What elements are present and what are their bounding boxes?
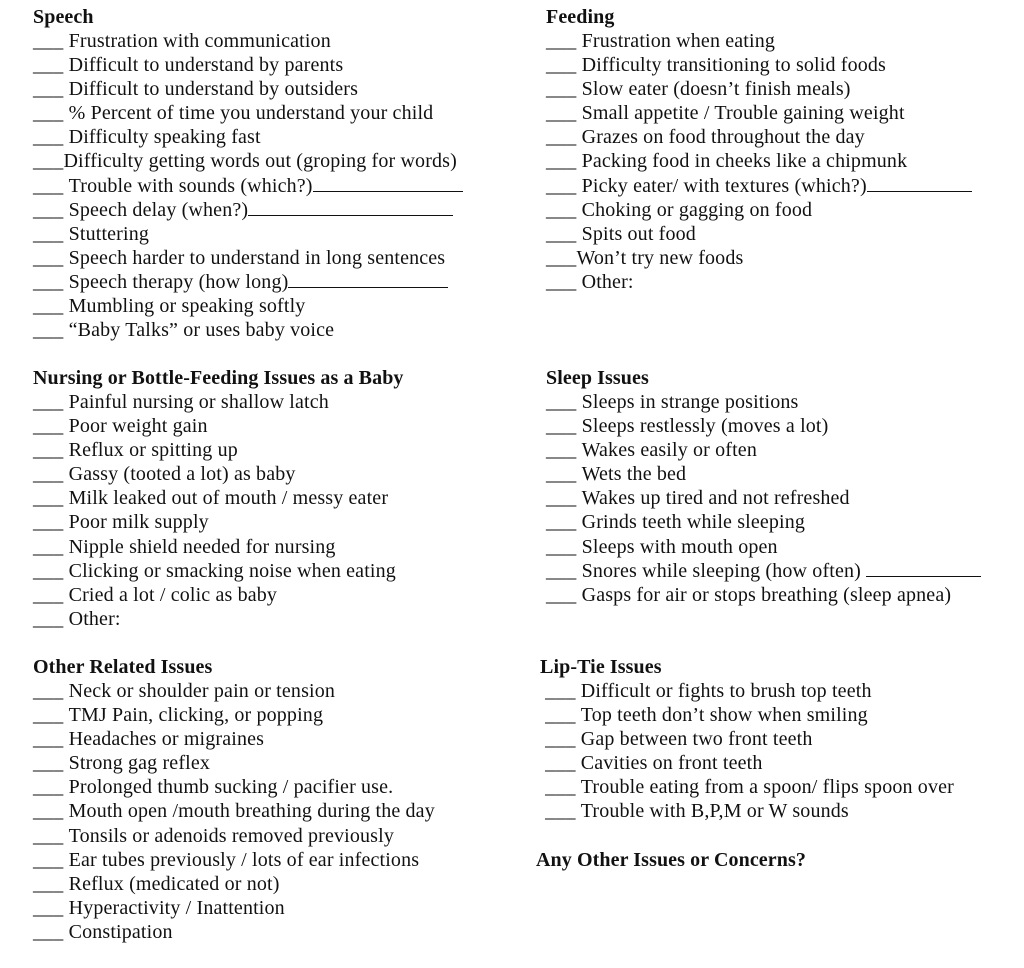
checklist-item[interactable] bbox=[33, 53, 463, 77]
checklist-item[interactable] bbox=[546, 390, 981, 414]
checklist-item-label: Won’t try new foods bbox=[576, 246, 744, 269]
checklist-item[interactable] bbox=[546, 222, 972, 246]
checklist-item[interactable] bbox=[33, 486, 404, 510]
check-blank[interactable]: ___ bbox=[546, 583, 582, 606]
checklist-item-label: Stuttering bbox=[68, 222, 149, 245]
check-blank[interactable]: ___ bbox=[33, 800, 69, 823]
checklist-item[interactable] bbox=[33, 510, 404, 534]
checklist-item[interactable] bbox=[33, 679, 435, 703]
checklist-item-label: Cavities on front teeth bbox=[580, 752, 763, 775]
checklist-item[interactable] bbox=[33, 848, 435, 872]
checklist-item-label: Speech therapy (how long) bbox=[68, 270, 289, 293]
checklist-item[interactable] bbox=[33, 438, 404, 462]
checklist-item-label: Grinds teeth while sleeping bbox=[581, 511, 806, 534]
checklist-item[interactable] bbox=[33, 125, 463, 149]
checklist-item-label: Difficulty getting words out (groping for words) bbox=[63, 150, 457, 173]
check-blank[interactable]: ___ bbox=[33, 511, 69, 534]
checklist-item-label: Gassy (tooted a lot) as baby bbox=[68, 463, 296, 486]
checklist-item-label: Sleeps restlessly (moves a lot) bbox=[581, 415, 829, 438]
check-blank[interactable]: ___ bbox=[540, 680, 581, 702]
section-speech bbox=[33, 5, 463, 342]
checklist-item-label: Difficult to understand by parents bbox=[68, 54, 344, 77]
section-other-concerns bbox=[536, 848, 806, 872]
checklist-item[interactable] bbox=[546, 246, 972, 270]
checklist-item[interactable] bbox=[540, 775, 954, 799]
fill-in-line[interactable] bbox=[248, 199, 453, 216]
check-blank[interactable]: ___ bbox=[546, 198, 582, 221]
checklist-lip-tie bbox=[540, 679, 954, 824]
check-blank[interactable]: ___ bbox=[546, 174, 582, 197]
fill-in-line[interactable] bbox=[313, 175, 463, 192]
checklist-item-label: Nipple shield needed for nursing bbox=[68, 535, 336, 558]
checklist-item[interactable] bbox=[33, 149, 463, 173]
checklist-item[interactable] bbox=[33, 318, 463, 342]
checklist-item-label: Cried a lot / colic as baby bbox=[68, 583, 278, 606]
checklist-item-label: Speech delay (when?) bbox=[68, 198, 249, 221]
check-blank[interactable]: ___ bbox=[540, 800, 581, 823]
check-blank[interactable]: ___ bbox=[546, 535, 582, 558]
check-blank[interactable]: ___ bbox=[546, 54, 582, 77]
checklist-item-label: Poor milk supply bbox=[68, 511, 209, 534]
check-blank[interactable]: ___ bbox=[33, 150, 64, 173]
section-heading-feeding: Feeding bbox=[546, 6, 615, 28]
check-blank[interactable]: ___ bbox=[33, 102, 69, 125]
check-blank[interactable]: ___ bbox=[33, 270, 69, 293]
checklist-item-label: Sleeps in strange positions bbox=[581, 391, 799, 413]
check-blank[interactable]: ___ bbox=[540, 752, 581, 775]
section-heading-speech: Speech bbox=[33, 6, 94, 28]
checklist-item-label: Difficulty speaking fast bbox=[68, 126, 261, 149]
checklist-item[interactable] bbox=[33, 294, 463, 318]
checklist-item-label: Prolonged thumb sucking / pacifier use. bbox=[68, 776, 394, 799]
check-blank[interactable]: ___ bbox=[33, 607, 69, 630]
checklist-item-label: Packing food in cheeks like a chipmunk bbox=[581, 150, 908, 173]
checklist-item[interactable] bbox=[546, 510, 981, 534]
checklist-item[interactable] bbox=[33, 198, 463, 222]
check-blank[interactable]: ___ bbox=[33, 896, 69, 919]
check-blank[interactable]: ___ bbox=[33, 391, 69, 413]
check-blank[interactable]: ___ bbox=[33, 78, 69, 101]
check-blank[interactable]: ___ bbox=[546, 126, 582, 149]
checklist-item[interactable] bbox=[33, 607, 404, 631]
checklist-item[interactable] bbox=[546, 77, 972, 101]
checklist-item-label: Mouth open /mouth breathing during the day bbox=[68, 800, 435, 823]
checklist-item-label: Gap between two front teeth bbox=[580, 728, 813, 751]
check-blank[interactable]: ___ bbox=[546, 463, 582, 486]
checklist-item-label: Mumbling or speaking softly bbox=[68, 295, 306, 318]
checklist-item-label: Constipation bbox=[68, 920, 173, 943]
checklist-item[interactable] bbox=[33, 29, 463, 53]
checklist-item-label: Milk leaked out of mouth / messy eater bbox=[68, 487, 389, 510]
checklist-item-label: Gasps for air or stops breathing (sleep apnea) bbox=[581, 583, 952, 606]
fill-in-line[interactable] bbox=[867, 175, 972, 192]
check-blank[interactable]: ___ bbox=[33, 198, 69, 221]
checklist-item-label: Difficult to understand by outsiders bbox=[68, 78, 359, 101]
check-blank[interactable]: ___ bbox=[546, 511, 582, 534]
checklist-other-related bbox=[33, 679, 435, 944]
checklist-item[interactable] bbox=[33, 799, 435, 823]
check-blank[interactable]: ___ bbox=[33, 295, 69, 318]
section-other-related bbox=[33, 655, 435, 944]
check-blank[interactable]: ___ bbox=[33, 680, 69, 702]
checklist-item[interactable] bbox=[33, 896, 435, 920]
checklist-item-label: Trouble with sounds (which?) bbox=[68, 174, 313, 197]
check-blank[interactable]: ___ bbox=[33, 776, 69, 799]
check-blank[interactable]: ___ bbox=[33, 704, 69, 727]
checklist-item[interactable] bbox=[540, 703, 954, 727]
checklist-item-label: Painful nursing or shallow latch bbox=[68, 391, 329, 413]
section-heading-lip-tie: Lip-Tie Issues bbox=[540, 656, 662, 678]
checklist-item[interactable] bbox=[33, 727, 435, 751]
checklist-item-label: Neck or shoulder pain or tension bbox=[68, 680, 336, 702]
checklist-item-label: Headaches or migraines bbox=[68, 728, 265, 751]
checklist-item-label: Difficult or fights to brush top teeth bbox=[580, 680, 872, 702]
checklist-item-label: “Baby Talks” or uses baby voice bbox=[68, 319, 335, 342]
checklist-item-label: Reflux or spitting up bbox=[68, 439, 238, 462]
check-blank[interactable]: ___ bbox=[546, 391, 582, 413]
check-blank[interactable]: ___ bbox=[33, 222, 69, 245]
check-blank[interactable]: ___ bbox=[546, 246, 577, 269]
section-heading-sleep: Sleep Issues bbox=[546, 367, 649, 389]
checklist-item[interactable] bbox=[33, 101, 463, 125]
checklist-item-label: Frustration with communication bbox=[68, 30, 331, 52]
checklist-item[interactable] bbox=[33, 872, 435, 896]
checklist-item[interactable] bbox=[546, 414, 981, 438]
section-nursing bbox=[33, 366, 404, 631]
checklist-item[interactable] bbox=[540, 679, 954, 703]
check-blank[interactable]: ___ bbox=[33, 439, 69, 462]
checklist-item[interactable] bbox=[540, 751, 954, 775]
fill-in-line[interactable] bbox=[288, 271, 448, 288]
check-blank[interactable]: ___ bbox=[546, 559, 582, 582]
checklist-item[interactable] bbox=[546, 101, 972, 125]
check-blank[interactable]: ___ bbox=[546, 30, 582, 52]
checklist-item-label: Difficulty transitioning to solid foods bbox=[581, 54, 886, 77]
checklist-item-label: Trouble eating from a spoon/ flips spoon over bbox=[580, 776, 954, 799]
checklist-item[interactable] bbox=[33, 174, 463, 198]
checklist-item[interactable] bbox=[33, 246, 463, 270]
checklist-item[interactable] bbox=[33, 775, 435, 799]
checklist-item[interactable] bbox=[546, 486, 981, 510]
section-sleep bbox=[546, 366, 981, 607]
fill-in-line[interactable] bbox=[866, 560, 981, 577]
checklist-item-label: Tonsils or adenoids removed previously bbox=[68, 824, 394, 847]
checklist-item[interactable] bbox=[546, 174, 972, 198]
checklist-item[interactable] bbox=[546, 125, 972, 149]
check-blank[interactable]: ___ bbox=[33, 824, 69, 847]
checklist-item[interactable] bbox=[33, 824, 435, 848]
check-blank[interactable]: ___ bbox=[33, 174, 69, 197]
checklist-item-label: Clicking or smacking noise when eating bbox=[68, 559, 396, 582]
check-blank[interactable]: ___ bbox=[546, 270, 582, 293]
check-blank[interactable]: ___ bbox=[540, 704, 581, 727]
checklist-item[interactable] bbox=[33, 222, 463, 246]
check-blank[interactable]: ___ bbox=[33, 728, 69, 751]
check-blank[interactable]: ___ bbox=[33, 30, 69, 52]
checklist-item[interactable] bbox=[546, 149, 972, 173]
check-blank[interactable]: ___ bbox=[546, 415, 582, 438]
checklist-item-label: Other: bbox=[581, 270, 634, 293]
check-blank[interactable]: ___ bbox=[33, 752, 69, 775]
check-blank[interactable]: ___ bbox=[33, 319, 69, 342]
checklist-item[interactable] bbox=[546, 29, 972, 53]
section-heading-other-concerns: Any Other Issues or Concerns? bbox=[536, 849, 806, 871]
checklist-item-label: Wakes up tired and not refreshed bbox=[581, 487, 850, 510]
checklist-item-label: Speech harder to understand in long sentences bbox=[68, 246, 446, 269]
check-blank[interactable]: ___ bbox=[540, 776, 581, 799]
check-blank[interactable]: ___ bbox=[33, 920, 69, 943]
checklist-item-label: Reflux (medicated or not) bbox=[68, 872, 280, 895]
checklist-item-label: Sleeps with mouth open bbox=[581, 535, 778, 558]
section-lip-tie bbox=[540, 655, 954, 824]
checklist-item-label: TMJ Pain, clicking, or popping bbox=[68, 704, 324, 727]
checklist-item-label: Wets the bed bbox=[581, 463, 687, 486]
checklist-item-label: Other: bbox=[68, 607, 121, 630]
checklist-item[interactable] bbox=[33, 535, 404, 559]
checklist-item[interactable] bbox=[546, 53, 972, 77]
checklist-item[interactable] bbox=[33, 462, 404, 486]
checklist-item-label: Snores while sleeping (how often) bbox=[581, 559, 867, 582]
checklist-item[interactable] bbox=[33, 583, 404, 607]
checklist-item-label: Top teeth don’t show when smiling bbox=[580, 704, 868, 727]
check-blank[interactable]: ___ bbox=[33, 583, 69, 606]
checklist-item[interactable] bbox=[33, 390, 404, 414]
checklist-item[interactable] bbox=[546, 438, 981, 462]
checklist-item-label: Spits out food bbox=[581, 222, 696, 245]
checklist-item[interactable] bbox=[33, 270, 463, 294]
checklist-item-label: Grazes on food throughout the day bbox=[581, 126, 865, 149]
checklist-nursing bbox=[33, 390, 404, 631]
checklist-item[interactable] bbox=[546, 462, 981, 486]
checklist-item[interactable] bbox=[546, 198, 972, 222]
checklist-item[interactable] bbox=[546, 270, 972, 294]
section-feeding bbox=[546, 5, 972, 294]
checklist-item-label: Wakes easily or often bbox=[581, 439, 757, 462]
checklist-item-label: Ear tubes previously / lots of ear infections bbox=[68, 848, 420, 871]
check-blank[interactable]: ___ bbox=[540, 728, 581, 751]
checklist-item[interactable] bbox=[33, 414, 404, 438]
check-blank[interactable]: ___ bbox=[33, 872, 69, 895]
check-blank[interactable]: ___ bbox=[33, 848, 69, 871]
check-blank[interactable]: ___ bbox=[546, 439, 582, 462]
check-blank[interactable]: ___ bbox=[33, 487, 69, 510]
checklist-speech bbox=[33, 29, 463, 342]
checklist-item[interactable] bbox=[33, 920, 435, 944]
check-blank[interactable]: ___ bbox=[33, 535, 69, 558]
checklist-item-label: Hyperactivity / Inattention bbox=[68, 896, 285, 919]
checklist-item[interactable] bbox=[546, 583, 981, 607]
check-blank[interactable]: ___ bbox=[33, 415, 69, 438]
check-blank[interactable]: ___ bbox=[546, 150, 582, 173]
checklist-item-label: Small appetite / Trouble gaining weight bbox=[581, 102, 905, 125]
checklist-item-label: Choking or gagging on food bbox=[581, 198, 813, 221]
check-blank[interactable]: ___ bbox=[33, 246, 69, 269]
section-heading-other-related: Other Related Issues bbox=[33, 656, 213, 678]
checklist-item-label: % Percent of time you understand your child bbox=[68, 102, 434, 125]
checklist-item[interactable] bbox=[540, 799, 954, 823]
checklist-item-label: Strong gag reflex bbox=[68, 752, 211, 775]
check-blank[interactable]: ___ bbox=[33, 463, 69, 486]
checklist-item[interactable] bbox=[546, 559, 981, 583]
checklist-item[interactable] bbox=[546, 535, 981, 559]
checklist-item[interactable] bbox=[33, 77, 463, 101]
checklist-sleep bbox=[546, 390, 981, 607]
check-blank[interactable]: ___ bbox=[33, 559, 69, 582]
checklist-item-label: Slow eater (doesn’t finish meals) bbox=[581, 78, 851, 101]
checklist-item-label: Frustration when eating bbox=[581, 30, 776, 52]
check-blank[interactable]: ___ bbox=[546, 222, 582, 245]
checklist-item-label: Poor weight gain bbox=[68, 415, 208, 438]
checklist-item-label: Trouble with B,P,M or W sounds bbox=[580, 800, 849, 823]
check-blank[interactable]: ___ bbox=[33, 126, 69, 149]
checklist-item-label: Picky eater/ with textures (which?) bbox=[581, 174, 867, 197]
check-blank[interactable]: ___ bbox=[33, 54, 69, 77]
checklist-item[interactable] bbox=[540, 727, 954, 751]
section-heading-nursing: Nursing or Bottle-Feeding Issues as a Baby bbox=[33, 367, 404, 389]
check-blank[interactable]: ___ bbox=[546, 78, 582, 101]
checklist-item[interactable] bbox=[33, 559, 404, 583]
checklist-feeding bbox=[546, 29, 972, 294]
check-blank[interactable]: ___ bbox=[546, 487, 582, 510]
check-blank[interactable]: ___ bbox=[546, 102, 582, 125]
checklist-item[interactable] bbox=[33, 703, 435, 727]
checklist-item[interactable] bbox=[33, 751, 435, 775]
